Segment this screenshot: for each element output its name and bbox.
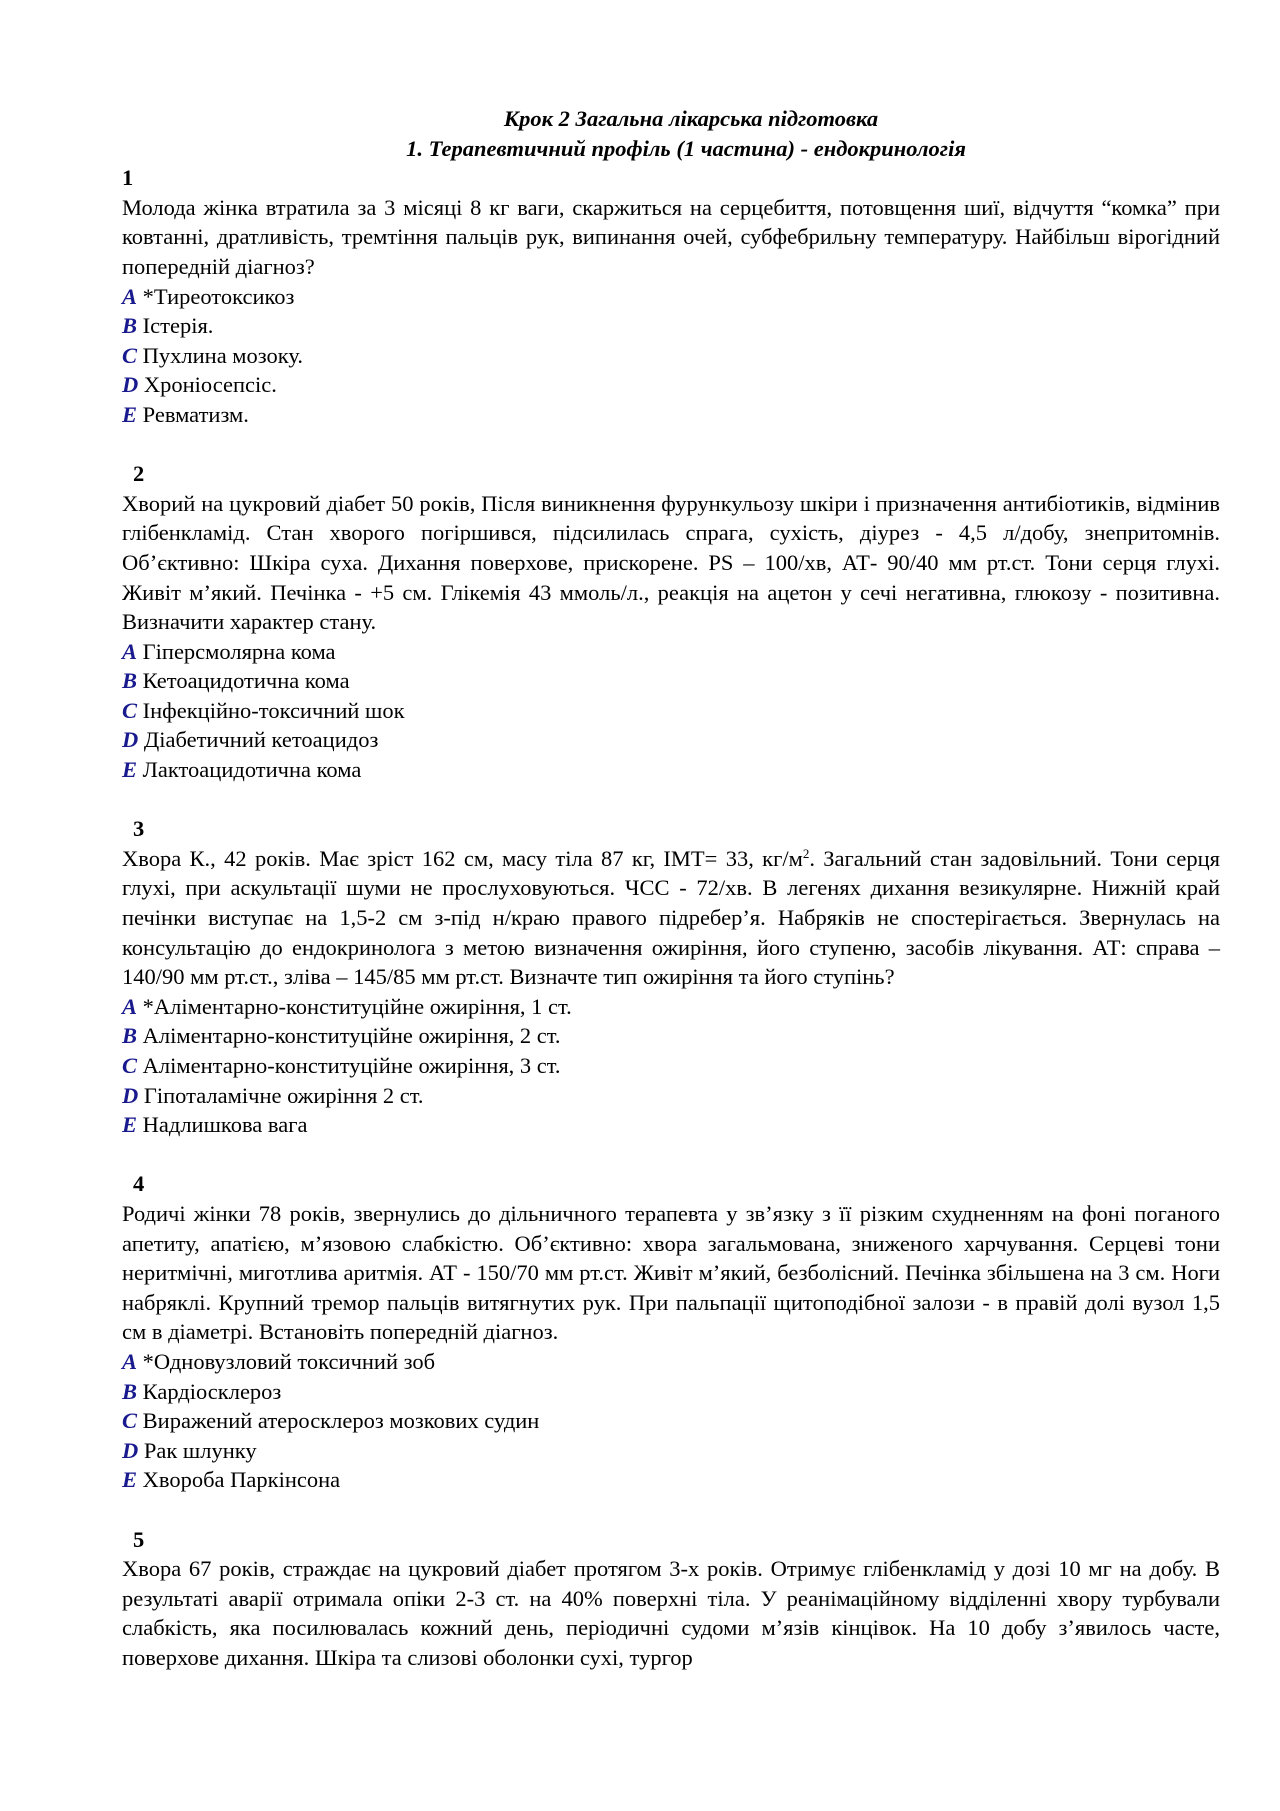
question-text: Родичі жінки 78 років, звернулись до дільничного терапевта у зв’язку з її різким схудненням на фоні поганого апетиту, апатією, м’язовою слабкістю. Об’єктивно: хвора загальмована, зниженого харчування. Серцеві тони неритмічні, миготлива аритмія. АТ - 150/70 мм рт.ст. Живіт м’який, безболісний. Печінка збільшена на 3 см. Ноги набряклі. Крупний тремор пальців витягнутих рук. При пальпації щитоподібної залози - в правій долі вузол 1,5 см в діаметрі. Встановіть попередній діагноз. (122, 1200, 1220, 1345)
question-text-part: . Загальний стан задовільний. Тони серця глухі, при аскультації шуми не прослуховуються. ЧСС - 72/хв. В легенях дихання везикулярне. Нижній край печінки виступає на 1,5-2 см з-під н/краю правого підребер’я. Набряків не спостерігається. Звернулась на консультацію до ендокринолога з метою визначення ожиріння, його ступеню, засобів лікування. АТ: справа – 140/90 мм рт.ст., зліва – 145/85 мм рт.ст. Визначте тип ожиріння та його ступінь? (122, 845, 1220, 990)
answer-option-d (122, 370, 1220, 400)
option-text: Виражений атеросклероз мозкових судин (142, 1408, 540, 1434)
question-number: 3 (133, 816, 145, 842)
question-5 (122, 1525, 1220, 1673)
option-letter: A (122, 993, 138, 1019)
option-text: Лактоацидотична кома (142, 757, 362, 783)
spacer (122, 1140, 1220, 1170)
option-letter: B (122, 1378, 138, 1404)
question-text-part: Хвора К., 42 років. Має зріст 162 см, масу тіла 87 кг, ІМТ= 33, кг/м (122, 845, 803, 871)
answer-option-d (122, 1081, 1220, 1111)
question-text (122, 844, 1220, 992)
document-subtitle: 1. Терапевтичний профіль (1 частина) - ендокринологія (406, 135, 966, 161)
answer-option-e (122, 1110, 1220, 1140)
option-letter: E (122, 1467, 138, 1493)
question-2 (122, 459, 1220, 785)
answer-option-a (122, 1347, 1220, 1377)
spacer (122, 785, 1220, 815)
document-title: Крок 2 Загальна лікарська підготовка (503, 106, 879, 131)
answer-option-c (122, 341, 1220, 371)
question-1 (122, 163, 1220, 429)
option-letter: C (122, 697, 138, 723)
option-text: Кардіосклероз (142, 1378, 282, 1404)
answer-option-e (122, 400, 1220, 430)
option-text: Надлишкова вага (142, 1112, 308, 1138)
option-letter: B (122, 313, 138, 339)
option-text: Гіпоталамічне ожиріння 2 ст. (143, 1082, 424, 1108)
option-letter: C (122, 1053, 138, 1078)
option-text: Істерія. (142, 313, 214, 339)
option-letter: D (122, 372, 139, 398)
option-text: Інфекційно-токсичний шок (142, 697, 405, 723)
option-letter: A (122, 283, 138, 309)
answer-option-a (122, 282, 1220, 312)
answer-option-e (122, 755, 1220, 785)
answer-option-b (122, 666, 1220, 696)
option-letter: A (122, 1348, 138, 1374)
question-text: Молода жінка втратила за 3 місяці 8 кг ваги, скаржиться на серцебиття, потовщення шиї, відчуття “комка” при ковтанні, дратливість, тремтіння пальців рук, випинання очей, субфебрильну температуру. Найбільш вірогідний попередній діагноз? (122, 194, 1220, 279)
answer-option-d (122, 1436, 1220, 1466)
question-number: 4 (133, 1171, 145, 1197)
answer-option-c (122, 1406, 1220, 1436)
answer-option-b (122, 1377, 1220, 1407)
option-text: Аліментарно-конституційне ожиріння, 2 ст. (142, 1023, 561, 1049)
option-text: *Тиреотоксикоз (142, 283, 295, 309)
option-letter: C (122, 342, 138, 368)
option-text: *Одновузловий токсичний зоб (142, 1348, 436, 1374)
option-text: Хроніосепсіс. (143, 372, 277, 398)
option-text: Ревматизм. (142, 401, 249, 427)
option-letter: E (122, 1112, 138, 1138)
superscript: 2 (802, 845, 810, 861)
question-text: Хвора 67 років, страждає на цукровий діабет протягом 3-х років. Отримує глібенкламід у дозі 10 мг на добу. В результаті аварії отримала опіки 2-3 ст. на 40% поверхні тіла. У реанімаційному відділенні хвору турбували слабкість, яка посилювалась кожний день, періодичні судоми м’язів кінцівок. На 10 добу з’явилось часте, поверхове дихання. Шкіра та слизові оболонки сухі, тургор (122, 1556, 1220, 1670)
option-letter: C (122, 1408, 138, 1434)
option-text: Рак шлунку (143, 1437, 257, 1463)
option-text: Пухлина мозоку. (142, 342, 304, 368)
option-letter: B (122, 1023, 138, 1049)
answer-option-a (122, 637, 1220, 667)
option-text: Гіперсмолярна кома (142, 638, 336, 664)
answer-option-a (122, 992, 1220, 1022)
question-text: Хворий на цукровий діабет 50 років, Після виникнення фурункульозу шкіри і призначення антибіотиків, відмінив глібенкламід. Стан хворого погіршився, підсилилась спрага, сухість, діурез - 4,5 л/добу, знепритомнів. Об’єктивно: Шкіра суха. Дихання поверхове, прискорене. PS – 100/хв, АТ- 90/40 мм рт.ст. Тони серця глухі. Живіт м’який. Печінка - +5 см. Глікемія 43 ммоль/л., реакція на ацетон у сечі негативна, глюкозу - позитивна. Визначити характер стану. (122, 490, 1220, 635)
question-number: 2 (133, 461, 145, 487)
option-text: Кетоацидотична кома (142, 668, 350, 694)
document-page (122, 104, 1220, 1672)
option-text: Діабетичний кетоацидоз (143, 727, 379, 753)
answer-option-b (122, 311, 1220, 341)
option-text: *Аліментарно-конституційне ожиріння, 1 ст. (142, 993, 572, 1019)
question-number: 1 (122, 165, 134, 191)
spacer (122, 430, 1220, 460)
option-letter: A (122, 638, 138, 664)
answer-option-e (122, 1465, 1220, 1495)
answer-option-c (122, 696, 1220, 726)
option-text: Хвороба Паркінсона (142, 1467, 341, 1493)
question-3 (122, 814, 1220, 1140)
question-number: 5 (133, 1526, 145, 1552)
option-letter: D (122, 727, 139, 753)
spacer (122, 1495, 1220, 1525)
option-letter: D (122, 1437, 139, 1463)
option-letter: D (122, 1082, 139, 1108)
answer-option-d (122, 725, 1220, 755)
option-letter: E (122, 401, 138, 427)
question-4 (122, 1169, 1220, 1495)
answer-option-c (122, 1051, 1220, 1081)
option-text: Аліментарно-конституційне ожиріння, 3 ст. (142, 1053, 561, 1078)
option-letter: B (122, 668, 138, 694)
answer-option-b (122, 1021, 1220, 1051)
option-letter: E (122, 757, 138, 783)
